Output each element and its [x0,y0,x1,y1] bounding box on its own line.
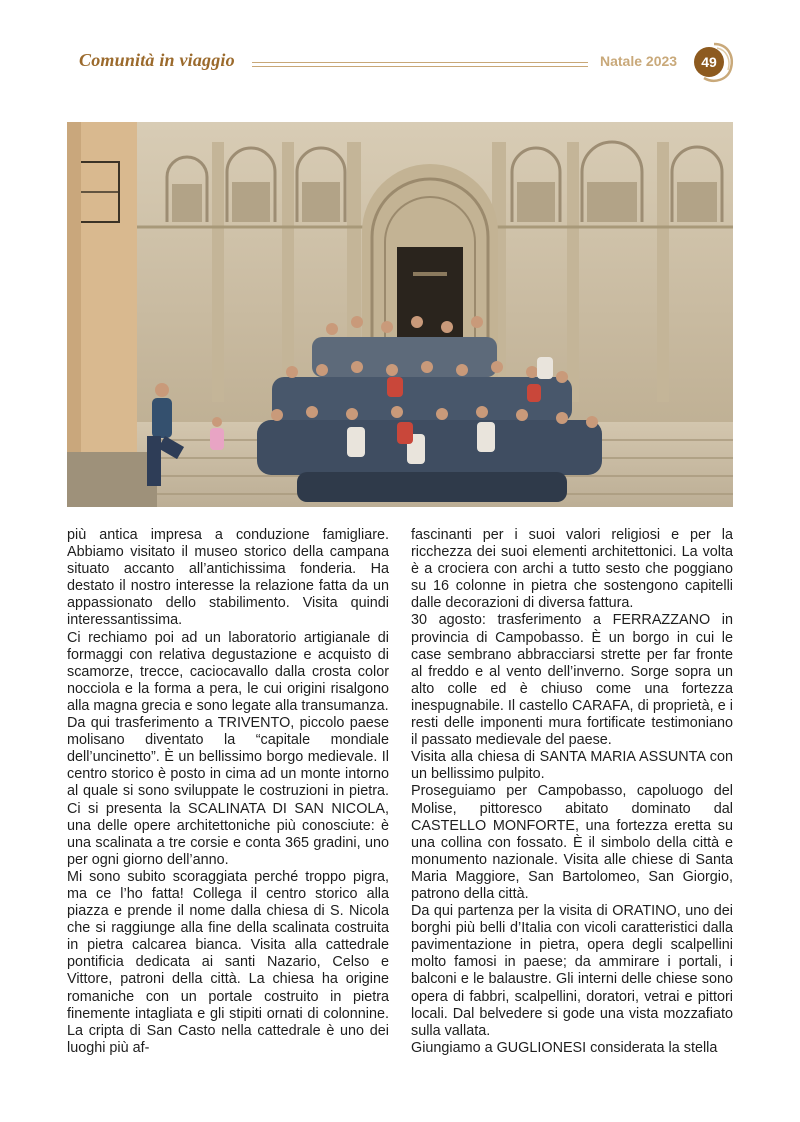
paragraph: Proseguiamo per Campobasso, capoluogo del Molise, pittoresco abitato dominato dal CASTELLO MONFORTE, una fortezza eretta su una collina con fossato. È il simbolo della città e monumento nazionale. Visita alle chiese di Santa Maria Maggiore, San Bartolomeo, San Giorgio, patrono della città. [411,783,733,902]
header-rule-bottom [252,66,588,67]
paragraph: più antica impresa a conduzione famigliare. Abbiamo visitato il museo storico della campana situato accanto all’antichissima fonderia. Ha destato il nostro interesse la relazione fatta da un appassionato dello stabilimento. Visita quindi interessantissima. [67,527,389,629]
paragraph: Da qui trasferimento a TRIVENTO, piccolo paese molisano diventato la “capitale mondiale dell’uncinetto”. È un bellissimo borgo medievale. Il centro storico è posto in cima ad un monte intorno al quale si sono sviluppate le costruzioni in pietra. Ci si presenta la SCALINATA DI SAN NICOLA, una delle opere architettoniche più conosciute: è una scalinata a tre corsie e conta 365 gradini, uno per ogni giorno dell’anno. [67,715,389,868]
page-number: 49 [694,47,724,77]
paragraph: Giungiamo a GUGLIONESI considerata la stella [411,1039,718,1056]
cathedral-photo-illustration [67,122,733,507]
paragraph: Ci rechiamo poi ad un laboratorio artigianale di formaggi con relativa degustazione e acquisto di scamorze, trecce, caciocavallo dalla crosta color nocciola e la forma a pera, le cui origini risalgono alla magna grecia e sono legate alla transumanza. [67,629,389,714]
page-header [0,0,800,110]
header-rule-top [252,62,588,63]
paragraph: Visita alla chiesa di SANTA MARIA ASSUNTA con un bellissimo pulpito. [411,749,733,783]
paragraph: fascinanti per i suoi valori religiosi e per la ricchezza dei suoi elementi architettonici. La volta è a crociera con archi a tutto sesto che poggiano su 16 colonne in pietra che sostengono capitelli dalle decorazioni di diversa fattura. [411,527,733,612]
left-text-column [67,527,389,1057]
right-text-column [411,527,733,1057]
paragraph: Mi sono subito scoraggiata perché troppo pigra, ma ce l’ho fatta! Collega il centro storico alla piazza e prende il nome dalla chiesa di S. Nicola che si raggiunge alla fine della scalinata costruita in pietra calcarea bianca. Visita alla cattedrale pontificia dedicata ai santi Nazario, Celso e Vittore, patroni della città. La chiesa ha origine romaniche con un portale costruito in pietra finemente intagliata e gli stipiti ornati di colonnine. La cripta di San Casto nella cattedrale è uno dei luoghi più af- [67,868,389,1056]
group-photo [67,122,733,507]
magazine-title: Comunità in viaggio [79,50,235,70]
paragraph: 30 agosto: trasferimento a FERRAZZANO in provincia di Campobasso. È un borgo in cui le case sembrano abbracciarsi strette per far fronte al freddo e al vento dell’inverno. Sorge sopra un alto colle ed è chiuso come una fortezza inespugnabile. Il castello CARAFA, di proprietà, e i resti delle imponenti mura fortificate testimoniano il passato medievale del paese. [411,612,733,749]
issue-label: Natale 2023 [600,53,678,69]
paragraph: Da qui partenza per la visita di ORATINO, uno dei borghi più belli d’Italia con vicoli caratteristici dalla pavimentazione in pietra, opera degli scalpellini molto famosi in paese; da ammirare i portali, i balconi e le balaustre. Gli interni delle chiese sono opera di fabbri, scalpellini, doratori, vetrai e pittori locali. Dal belvedere si gode una vista mozzafiato sulla vallata. [411,903,733,1039]
